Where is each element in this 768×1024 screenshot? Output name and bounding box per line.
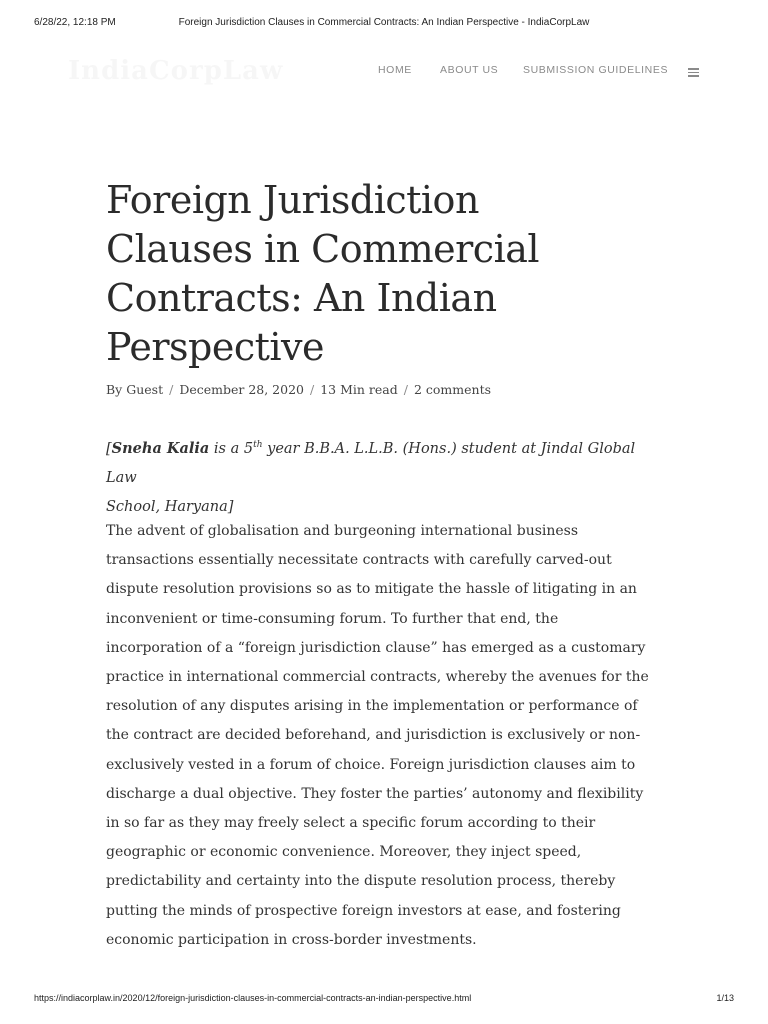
author-link[interactable]: By Guest [106, 382, 164, 397]
print-document-title: Foreign Jurisdiction Clauses in Commercial Contracts: An Indian Perspective - IndiaCorpLaw [178, 17, 590, 28]
paragraph-line: The advent of globalisation and burgeoning international business [106, 523, 579, 539]
read-time: 13 Min read [320, 382, 398, 397]
date-link[interactable]: December 28, 2020 [179, 382, 304, 397]
paragraph-line: exclusively vested in a forum of choice. Foreign jurisdiction clauses aim to [106, 756, 636, 773]
paragraph-line: transactions essentially necessitate contracts with carefully carved-out [106, 552, 612, 569]
author-byline [106, 431, 666, 522]
paragraph-line: in so far as they may freely select a specific forum according to their [106, 815, 596, 832]
print-url: https://indiacorplaw.in/2020/12/foreign-jurisdiction-clauses-in-commercial-contracts-an-indian-perspective.html [34, 993, 472, 1003]
main-nav [378, 64, 704, 80]
article-meta [106, 382, 491, 397]
nav-about-us[interactable]: ABOUT US [440, 64, 499, 76]
paragraph-line: the contract are decided beforehand, and jurisdiction is exclusively or non- [106, 727, 641, 744]
paragraph-line: economic participation in cross-border investments. [106, 931, 477, 948]
nav-submission-guidelines[interactable]: SUBMISSION GUIDELINES [523, 64, 669, 76]
byline-bracket: [ [106, 440, 112, 457]
paragraph-line: dispute resolution provisions so as to mitigate the hassle of litigating in an [106, 581, 637, 598]
title-line: Contracts: An Indian [106, 276, 497, 320]
comments-link[interactable]: 2 comments [413, 382, 492, 397]
byline-superscript: th [253, 440, 263, 450]
byline-author-name: Sneha Kalia [111, 439, 210, 457]
paragraph-line: geographic or economic convenience. Moreover, they inject speed, [106, 844, 582, 861]
meta-separator: / [403, 382, 408, 397]
meta-separator: / [310, 382, 315, 397]
byline-text: is a 5 [209, 440, 254, 457]
paragraph-line: incorporation of a “foreign jurisdiction clause” has emerged as a customary [106, 639, 646, 656]
paragraph-line: predictability and certainty into the dispute resolution process, thereby [106, 873, 616, 890]
print-date: 6/28/22, 12:18 PM [34, 17, 116, 28]
article-paragraph [106, 517, 666, 955]
page-number: 1/13 [716, 993, 734, 1003]
hamburger-icon[interactable] [688, 68, 699, 76]
paragraph-line: practice in international commercial contracts, whereby the avenues for the [106, 669, 649, 686]
paragraph-line: putting the minds of prospective foreign investors at ease, and fostering [106, 902, 621, 919]
nav-home[interactable]: HOME [378, 64, 412, 76]
paragraph-line: inconvenient or time-consuming forum. To further that end, the [106, 610, 559, 627]
site-logo[interactable] [68, 56, 283, 86]
print-header [34, 17, 734, 31]
byline-text: year B.B.A. L.L.B. (Hons.) student at Jindal Global Law [106, 440, 636, 486]
paragraph-line: discharge a dual objective. They foster the parties’ autonomy and flexibility [106, 785, 644, 802]
title-line: Clauses in Commercial [106, 227, 540, 271]
byline-text: School, Haryana] [106, 498, 234, 515]
meta-separator: / [169, 382, 174, 397]
title-line: Perspective [106, 325, 324, 369]
title-line: Foreign Jurisdiction [106, 178, 479, 222]
paragraph-line: resolution of any disputes arising in the implementation or performance of [106, 698, 638, 715]
article-title [106, 176, 606, 372]
